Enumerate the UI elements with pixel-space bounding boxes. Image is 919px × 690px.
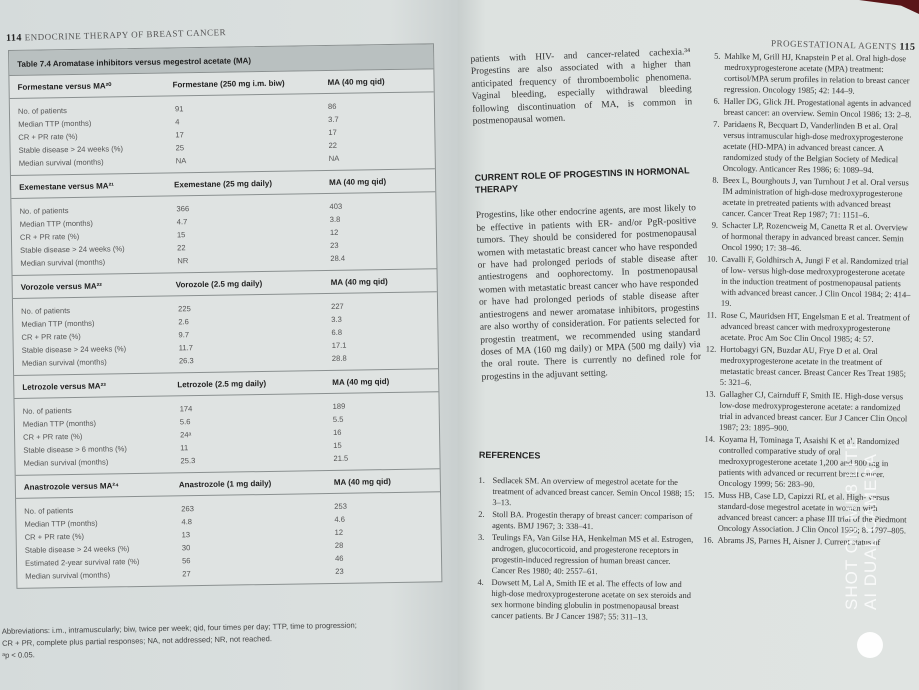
row-label: Median survival (months) <box>18 157 104 168</box>
running-header-right <box>771 38 916 53</box>
reference-text: Muss HB, Case LD, Capizzi RL et al. High- versus standard-dose megestrol acetate in women with advanced breast cancer: a phase III trial of the Piedmont Oncology Association. J Clin Oncol 1990; 8: 1797–805. <box>717 490 907 536</box>
reference-number: 8. <box>712 175 719 185</box>
treatment-column-header: Anastrozole (1 mg daily) <box>178 478 272 490</box>
comparator-value: 6.8 <box>331 327 343 337</box>
comparator-value: 17 <box>328 127 337 137</box>
treatment-value: NR <box>177 256 189 266</box>
reference-text: Haller DG, Glick JH. Progestational agents in advanced breast cancer: an overview. Semin Oncol 1986; 13: 2–8. <box>723 96 912 120</box>
watermark-line: SHOT ON MI 8 LITE <box>842 437 861 610</box>
reference-item <box>706 51 915 98</box>
reference-text: Gallagher CJ, Cairnduff F, Smith IE. High-dose versus low-dose medroxyprogesterone acetate: a randomized trial in advanced breast cancer. Eur J Cancer Clin Oncol 1987; 23: 1895–900. <box>719 389 908 433</box>
comparator-value: 17.1 <box>331 340 347 350</box>
reference-number: 14. <box>704 434 716 444</box>
comparator-value: 28 <box>334 540 344 550</box>
row-label: CR + PR rate (%) <box>23 431 83 442</box>
comparator-value: 23 <box>330 240 339 250</box>
reference-item <box>477 577 695 623</box>
comparator-value: 3.8 <box>329 214 341 224</box>
row-label: Median survival (months) <box>21 357 107 368</box>
reference-number: 2. <box>478 509 485 519</box>
reference-item <box>702 310 910 346</box>
comparator-value: 28.4 <box>330 253 346 263</box>
comparator-column-header: MA (40 mg qid) <box>329 177 387 187</box>
footnote-line: CR + PR, complete plus partial responses; NA, not addressed; NR, not reached. <box>1 634 272 648</box>
treatment-value: 56 <box>181 556 191 566</box>
intro-paragraph: patients with HIV- and cancer-related cachexia.³⁴ Progestins are also associated with a higher than anticipated frequency of thromboembolic phenomena. Vaginal bleeding, especially withdrawal bleeding following discontinuation of MA, is common in postmenopausal women. <box>470 47 693 127</box>
row-label: Median TTP (months) <box>18 118 92 129</box>
section-paragraph: Progestins, like other endocrine agents, are most likely to be effective in patients with ER- and/or PgR-positive tumors. They should be considered for postmenopausal women with metastatic breast cancer who have responded or have had prolonged periods of stable disease after antiestrogens and oophorectomy. In postmenopausal women with metastatic breast cancer who have responded or have had prolonged periods of stable disease after antiestrogens and newer aromatase inhibitors, progestins are also worthy of consideration. For patients selected for progestin treatment, we recommended using standard doses of MA (160 mg daily) or MPA (500 mg daily) via the oral route. There is currently no defined role for progestins in the adjuvant setting. <box>475 203 702 383</box>
reference-number: 10. <box>707 254 718 264</box>
treatment-column-header: Exemestane (25 mg daily) <box>174 178 273 190</box>
treatment-value: 2.6 <box>178 317 189 327</box>
reference-item <box>478 532 696 578</box>
section-title: Formestane versus MA²⁰ <box>17 81 112 92</box>
reference-text: Mahlke M, Grill HJ, Knapstein P et al. Oral high-dose medroxyprogesterone acetate (MPA) treatment: cortisol/MPA serum profiles in relation to breast cancer regression. Oncology 1985; 42: 144–9. <box>723 51 910 96</box>
reference-text: Schacter LP, Rozencweig M, Canetta R et al. Overview of hormonal therapy in advanced breast cancer. Semin Oncol 1990; 17: 38–46. <box>721 220 908 253</box>
reference-text: Rose C, Mauridsen HT, Engelsman E et al. Treatment of advanced breast cancer with medroxyprogesterone acetate. Proc Am Soc Clin Oncol 1985; 4: 57. <box>720 310 911 344</box>
row-label: No. of patients <box>24 506 74 516</box>
reference-item <box>701 389 910 436</box>
comparator-value: 46 <box>334 553 344 563</box>
reference-text: Dowsett M, Lal A, Smith IE et al. The effects of low and high-dose medroxyprogesterone acetate on sex steroids and sex hormone binding globulin in postmenopausal breast cancer patients. Br J Cancer 1987; 55: 311–13. <box>491 578 691 622</box>
comparator-value: 4.6 <box>334 514 346 524</box>
comparator-value: 28.8 <box>331 353 347 363</box>
row-label: No. of patients <box>21 306 71 316</box>
reference-number: 15. <box>703 490 715 500</box>
reference-number: 11. <box>706 310 717 320</box>
reference-item <box>706 96 914 121</box>
section-rows <box>16 492 441 588</box>
reference-item <box>704 175 913 222</box>
comparator-column-header: MA (40 mg qid) <box>332 377 390 387</box>
reference-item <box>478 475 696 510</box>
section-heading: CURRENT ROLE OF PROGESTINS IN HORMONAL THERAPY <box>474 165 690 196</box>
treatment-value: NA <box>175 156 187 166</box>
camera-watermark <box>842 437 880 610</box>
row-label: CR + PR rate (%) <box>19 231 80 242</box>
treatment-value: 4 <box>175 117 180 127</box>
table-section <box>11 168 437 275</box>
reference-number: 12. <box>705 344 717 354</box>
reference-item <box>704 220 912 256</box>
section-rows <box>14 392 439 475</box>
reference-text: Stoll BA. Progestin therapy of breast cancer: comparison of agents. BMJ 1967; 3: 338–41. <box>492 510 693 532</box>
reference-text: Sedlacek SM. An overview of megestrol acetate for the treatment of advanced breast cancer. Semin Oncol 1988; 15: 3–13. <box>492 476 695 508</box>
reference-text: Teulings FA, Van Gilse HA, Henkelman MS et al. Estrogen, androgen, glucocorticoid, and progesterone receptors in progestin-induced regression of human breast cancer. Cancer Res 1980; 40: 2557–61. <box>491 533 694 577</box>
comparator-column-header: MA (40 mg qid) <box>330 277 388 287</box>
row-label: Median survival (months) <box>25 570 111 581</box>
comparator-column-header: MA (40 mg qid) <box>333 477 391 487</box>
section-rows <box>11 192 436 275</box>
table-section <box>14 368 440 475</box>
row-label: No. of patients <box>22 406 72 416</box>
row-label: Estimated 2-year survival rate (%) <box>24 556 140 568</box>
row-label: Median survival (months) <box>23 457 109 468</box>
comparator-value: 86 <box>327 101 337 111</box>
reference-number: 9. <box>711 220 719 230</box>
treatment-value: 11 <box>180 443 189 453</box>
reference-number: 6. <box>713 96 720 106</box>
table-section <box>13 268 439 375</box>
reference-text: Abrams JS, Parnes H, Aisner J. Current status of <box>717 535 881 548</box>
section-title: Anastrozole versus MA²⁴ <box>23 481 120 492</box>
row-label: Median survival (months) <box>20 257 106 268</box>
reference-text: Koyama H, Tominaga T, Asaishi K et al. Randomized controlled comparative study of oral medroxyprogesterone acetate 1,200 and 800 mg in patients with advanced or recurrent breast cancer. Oncology 1999; 56: 283–90. <box>718 434 900 490</box>
section-rows <box>13 292 438 375</box>
running-title: ENDOCRINE THERAPY OF BREAST CANCER <box>24 27 227 43</box>
table-section <box>9 68 435 175</box>
row-label: No. of patients <box>19 206 69 216</box>
footnote-line: ᵃp < 0.05. <box>2 650 35 660</box>
table-footnote <box>2 618 443 662</box>
row-label: Median TTP (months) <box>21 318 95 329</box>
treatment-value: 22 <box>177 243 186 253</box>
treatment-value: 25.3 <box>180 456 196 466</box>
section-title: Letrozole versus MA²³ <box>22 381 106 392</box>
running-header-left <box>6 27 226 44</box>
reference-item <box>702 344 911 391</box>
reference-number: 13. <box>705 389 716 399</box>
references-column-1 <box>477 449 697 624</box>
comparator-value: 23 <box>335 566 344 576</box>
reference-text: Beex L, Bourghouts J, van Turnhout J et al. Oral versus IM administration of high-dose medroxyprogesterone acetate in pretreated patients with advanced breast cancer. Cancer Treat Rep 1987; 71: 1151–6. <box>722 175 909 220</box>
comparison-table <box>8 43 442 589</box>
row-label: Stable disease > 24 weeks (%) <box>21 344 127 355</box>
reference-number: 3. <box>477 532 485 542</box>
comparator-value: NA <box>328 153 340 163</box>
section-rows <box>10 92 435 175</box>
row-label: Stable disease > 24 weeks (%) <box>18 144 124 155</box>
comparator-value: 22 <box>328 140 338 150</box>
table-caption: Table 7.4 Aromatase inhibitors versus megestrol acetate (MA) <box>9 44 433 75</box>
main-column <box>470 46 701 384</box>
treatment-value: 15 <box>176 230 186 240</box>
treatment-value: 91 <box>174 104 184 114</box>
comparator-value: 189 <box>332 401 346 411</box>
comparator-value: 12 <box>334 527 344 537</box>
comparator-value: 12 <box>329 227 339 237</box>
treatment-value: 4.7 <box>176 217 188 227</box>
comparator-value: 253 <box>334 501 347 511</box>
comparator-column-header: MA (40 mg qid) <box>327 77 385 87</box>
footnote-line: Abbreviations: i.m., intramuscularly; biw, twice per week; qid, four times per day; TTP, time to progression; <box>1 620 357 636</box>
row-label: Median TTP (months) <box>22 418 97 429</box>
row-label: Stable disease > 6 months (%) <box>23 444 127 455</box>
reference-number: 1. <box>478 475 485 485</box>
left-page <box>0 0 458 690</box>
treatment-value: 26.3 <box>178 356 194 366</box>
comparator-value: 3.3 <box>331 314 342 324</box>
treatment-value: 225 <box>178 304 191 314</box>
references-heading: REFERENCES <box>478 449 541 461</box>
reference-number: 16. <box>703 535 714 545</box>
treatment-value: 4.8 <box>181 517 193 527</box>
row-label: CR + PR rate (%) <box>18 131 78 142</box>
reference-item <box>478 509 696 533</box>
section-title: Exemestane versus MA²¹ <box>19 181 114 192</box>
comparator-value: 15 <box>333 440 342 450</box>
references-column-2 <box>700 51 915 550</box>
treatment-value: 13 <box>181 530 191 540</box>
treatment-value: 27 <box>182 569 191 579</box>
comparator-value: 403 <box>329 201 343 211</box>
treatment-value: 17 <box>175 130 184 140</box>
page-number: 114 <box>5 32 23 44</box>
reference-number: 4. <box>477 577 484 587</box>
treatment-value: 9.7 <box>178 330 190 340</box>
treatment-column-header: Vorozole (2.5 mg daily) <box>175 279 263 290</box>
row-label: CR + PR rate (%) <box>24 531 85 542</box>
page-number: 115 <box>899 41 916 53</box>
treatment-value: 174 <box>179 404 193 414</box>
comparator-value: 16 <box>332 427 342 437</box>
section-title: Vorozole versus MA²² <box>20 281 102 292</box>
watermark-circle-icon <box>857 632 883 658</box>
treatment-column-header: Formestane (250 mg i.m. biw) <box>172 78 285 90</box>
reference-number: 7. <box>713 119 720 129</box>
treatment-value: 25 <box>175 143 185 153</box>
comparator-value: 21.5 <box>333 453 349 463</box>
reference-text: Hortobagyi GN, Buzdar AU, Frye D et al. Oral medroxyprogesterone acetate in the treatment of metastatic breast cancer. Breast Cancer Res Treat 1985; 5: 321–6. <box>719 344 907 388</box>
table-section <box>16 468 442 588</box>
row-label: Stable disease > 24 weeks (%) <box>24 544 130 555</box>
reference-text: Cavalli F, Goldhirsch A, Jungi F et al. Randomized trial of low- versus high-dose medroxyprogesterone acetate in the induction treatment of postmenopausal patients with advanced breast cancer. J Clin Oncol 1984; 2: 414–19. <box>720 254 911 308</box>
comparator-value: 227 <box>330 301 344 311</box>
treatment-value: 30 <box>181 543 191 553</box>
row-label: Median TTP (months) <box>19 218 93 229</box>
table-sections <box>9 68 441 588</box>
row-label: Median TTP (months) <box>24 518 98 529</box>
comparator-value: 5.5 <box>332 414 344 424</box>
watermark-line: AI DUAL CAMERA <box>861 453 880 610</box>
comparator-value: 3.7 <box>328 114 339 124</box>
reference-item <box>705 119 914 177</box>
running-title: PROGESTATIONAL AGENTS <box>770 38 897 52</box>
treatment-value: 366 <box>176 204 190 214</box>
treatment-value: 11.7 <box>178 343 193 353</box>
reference-item <box>703 254 912 312</box>
treatment-column-header: Letrozole (2.5 mg daily) <box>177 378 267 390</box>
row-label: Stable disease > 24 weeks (%) <box>20 244 125 255</box>
background-object <box>859 0 919 14</box>
treatment-value: 24ᵃ <box>179 430 192 440</box>
treatment-value: 263 <box>181 504 194 514</box>
row-label: No. of patients <box>17 106 67 116</box>
row-label: CR + PR rate (%) <box>21 331 81 342</box>
treatment-value: 5.6 <box>179 417 191 427</box>
reference-text: Paridaens R, Becquart D, Vanderlinden B et al. Oral versus intramuscular high-dose medroxyprogesterone acetate (HD-MPA) in advanced breast cancer. A randomized study of the Belgian Society of Medical Oncology. Anticancer Res 1986; 6: 1089–94. <box>722 119 904 175</box>
reference-number: 5. <box>714 51 721 61</box>
